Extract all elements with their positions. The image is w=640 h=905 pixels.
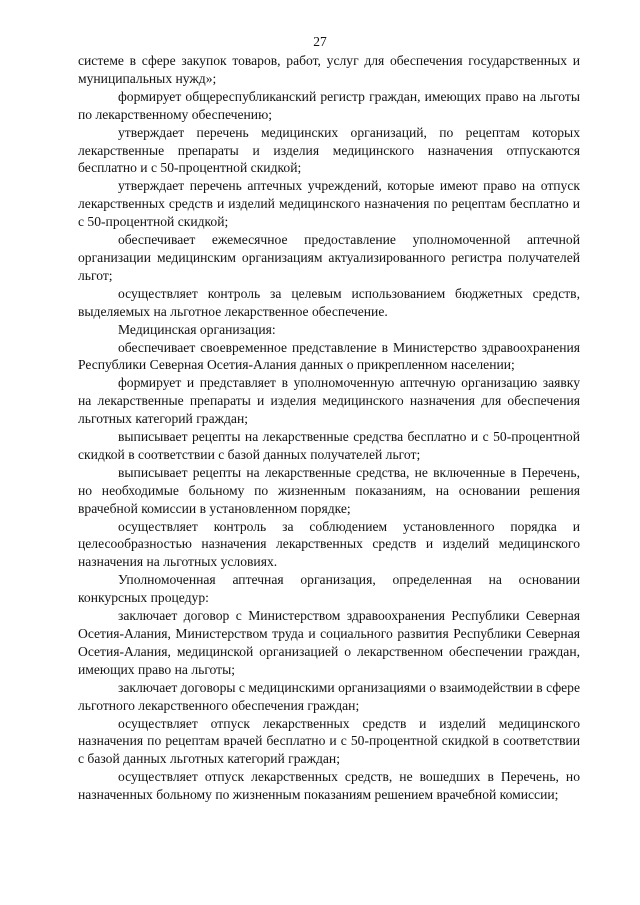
paragraph: осуществляет контроль за соблюдением установленного порядка и целесообразностью назначения лекарственных средств и изделий медицинского назначения на льготных условиях. bbox=[78, 518, 580, 570]
document-body bbox=[78, 52, 580, 804]
paragraph: обеспечивает ежемесячное предоставление уполномоченной аптечной организации медицинским организациям актуализированного регистра получателей льгот; bbox=[78, 232, 580, 283]
paragraph: выписывает рецепты на лекарственные средства, не включенные в Перечень, но необходимые больному по жизненным показаниям, на основании решения врачебной комиссии в установленном порядке; bbox=[78, 464, 580, 516]
paragraph: заключает договоры с медицинскими организациями о взаимодействии в сфере льготного лекарственного обеспечения граждан; bbox=[78, 679, 580, 713]
paragraph: формирует и представляет в уполномоченную аптечную организацию заявку на лекарственные препараты и изделия медицинского назначения для обеспечения льготных категорий граждан; bbox=[78, 375, 580, 427]
section-heading: Уполномоченная аптечная организация, определенная на основании конкурсных процедур: bbox=[78, 572, 580, 606]
paragraph: утверждает перечень медицинских организаций, по рецептам которых лекарственные препараты и изделия медицинского назначения отпускаются бесплатно и с 50-процентной скидкой; bbox=[78, 124, 580, 176]
paragraph: осуществляет отпуск лекарственных средств и изделий медицинского назначения по рецептам врачей бесплатно и с 50-процентной скидкой в соответствии с базой данных льготных категорий граждан; bbox=[78, 715, 580, 767]
paragraph: выписывает рецепты на лекарственные средства бесплатно и с 50-процентной скидкой в соответствии с базой данных получателей льгот; bbox=[78, 429, 580, 462]
paragraph: утверждает перечень аптечных учреждений, которые имеют право на отпуск лекарственных средств и изделий медицинского назначения по рецептам бесплатно и с 50-процентной скидкой; bbox=[78, 178, 580, 230]
paragraph: обеспечивает своевременное представление в Министерство здравоохранения Республики Северная Осетия-Алания данных о прикрепленном населении; bbox=[78, 339, 580, 373]
page-number: 27 bbox=[313, 34, 327, 49]
section-heading: Медицинская организация: bbox=[118, 321, 276, 337]
paragraph: заключает договор с Министерством здравоохранения Республики Северная Осетия-Алания, Министерством труда и социального развития Республики Северная Осетия-Алания, медицинской организацией о лекарственном обеспечении граждан, имеющих право на льготы; bbox=[78, 608, 580, 677]
paragraph: осуществляет отпуск лекарственных средств, не вошедших в Перечень, но назначенных больному по жизненным показаниям решением врачебной комиссии; bbox=[78, 769, 580, 803]
paragraph: осуществляет контроль за целевым использованием бюджетных средств, выделяемых на льготное лекарственное обеспечение. bbox=[78, 285, 580, 319]
paragraph: системе в сфере закупок товаров, работ, услуг для обеспечения государственных и муниципальных нужд»; bbox=[78, 53, 580, 86]
paragraph: формирует общереспубликанский регистр граждан, имеющих право на льготы по лекарственному обеспечению; bbox=[78, 88, 580, 122]
